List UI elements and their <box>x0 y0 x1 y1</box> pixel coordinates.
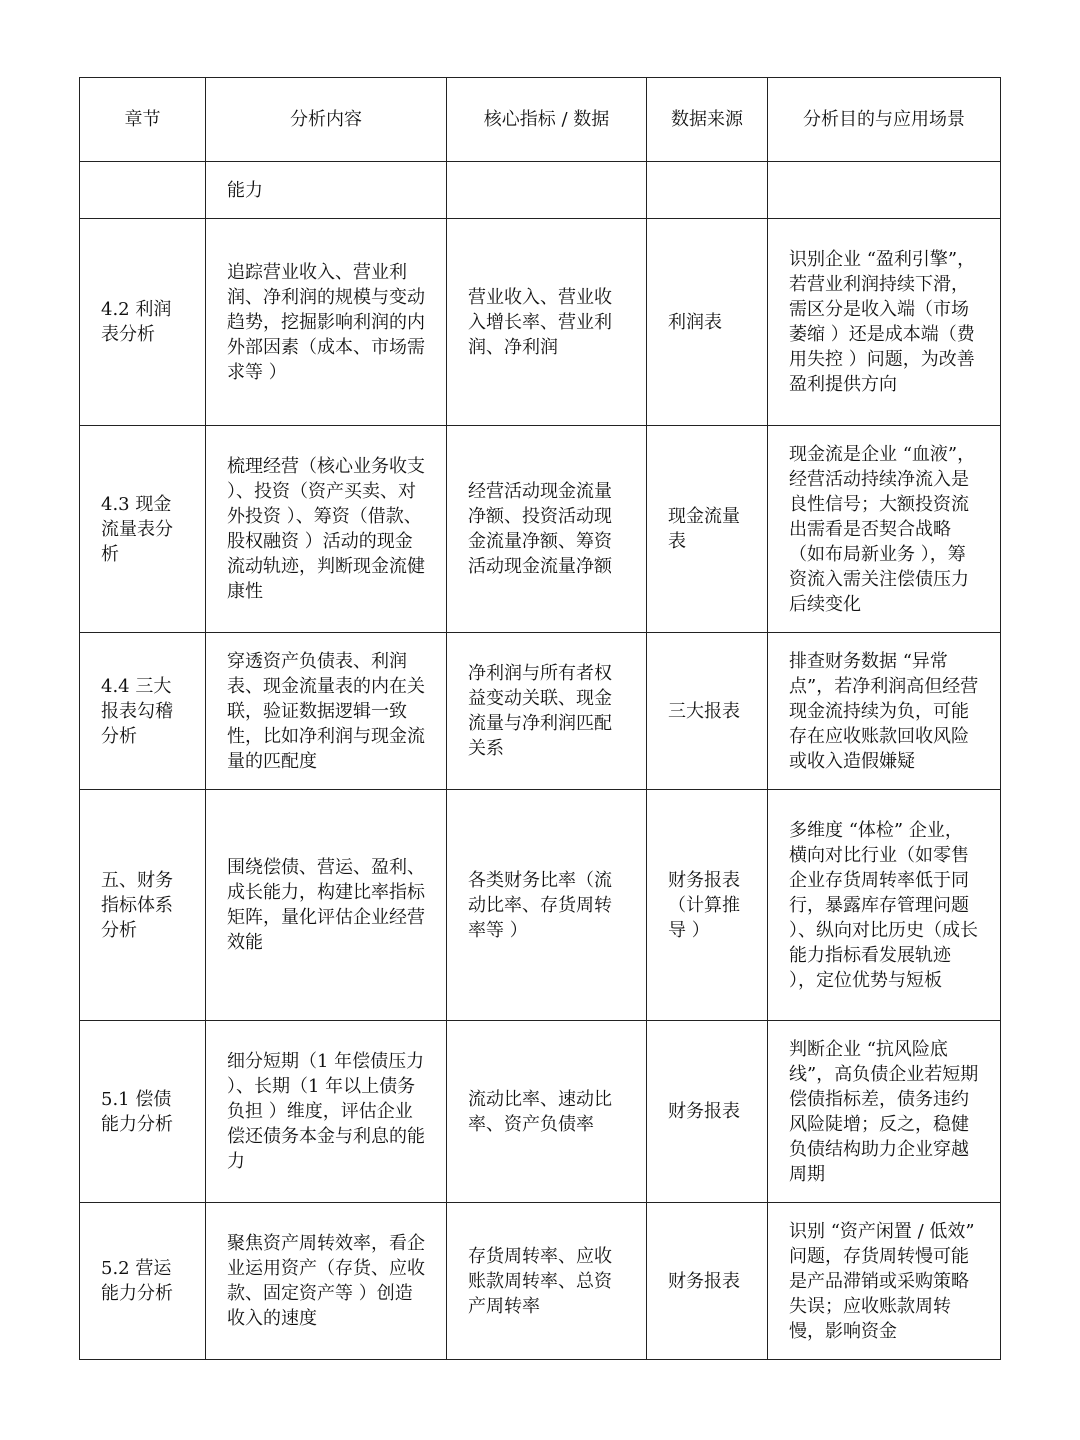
table-row <box>80 790 1001 1021</box>
table-row <box>80 1021 1001 1203</box>
cell-content: 细分短期（1 年偿债压力 ）、长期（1 年以上债务负担 ）维度，评估企业偿还债务本金与利息的能力 <box>206 1021 447 1203</box>
table-row <box>80 219 1001 426</box>
cell-content: 围绕偿债、营运、盈利、成长能力，构建比率指标矩阵，量化评估企业经营效能 <box>206 790 447 1021</box>
analysis-table <box>79 77 1001 1360</box>
cell-chapter: 五、财务指标体系分析 <box>80 790 206 1021</box>
cell-purpose <box>768 162 1001 219</box>
cell-purpose: 多维度 “体检” 企业，横向对比行业（如零售企业存货周转率低于同行，暴露库存管理问题 ）、纵向对比历史（成长能力指标看发展轨迹 ），定位优势与短板 <box>768 790 1001 1021</box>
table-row <box>80 633 1001 790</box>
cell-chapter: 4.3 现金流量表分析 <box>80 426 206 633</box>
cell-chapter <box>80 162 206 219</box>
cell-chapter: 4.4 三大报表勾稽分析 <box>80 633 206 790</box>
cell-metrics <box>447 162 647 219</box>
cell-metrics: 流动比率、速动比率、资产负债率 <box>447 1021 647 1203</box>
cell-source: 三大报表 <box>647 633 768 790</box>
table-row <box>80 162 1001 219</box>
cell-source: 现金流量表 <box>647 426 768 633</box>
cell-source: 财务报表 <box>647 1203 768 1360</box>
cell-chapter: 5.2 营运能力分析 <box>80 1203 206 1360</box>
cell-chapter: 5.1 偿债能力分析 <box>80 1021 206 1203</box>
cell-purpose: 判断企业 “抗风险底线”，高负债企业若短期偿债指标差，债务违约风险陡增；反之，稳健负债结构助力企业穿越周期 <box>768 1021 1001 1203</box>
header-content: 分析内容 <box>206 78 447 162</box>
table-row <box>80 426 1001 633</box>
cell-metrics: 营业收入、营业收入增长率、营业利润、净利润 <box>447 219 647 426</box>
cell-chapter: 4.2 利润表分析 <box>80 219 206 426</box>
cell-metrics: 净利润与所有者权益变动关联、现金流量与净利润匹配关系 <box>447 633 647 790</box>
cell-purpose: 现金流是企业 “血液”，经营活动持续净流入是良性信号；大额投资流出需看是否契合战略（如布局新业务 ），筹资流入需关注偿债压力后续变化 <box>768 426 1001 633</box>
cell-content: 梳理经营（核心业务收支 ）、投资（资产买卖、对外投资 ）、筹资（借款、股权融资 ）活动的现金流动轨迹，判断现金流健康性 <box>206 426 447 633</box>
cell-source: 财务报表（计算推导 ） <box>647 790 768 1021</box>
header-metrics: 核心指标 / 数据 <box>447 78 647 162</box>
table-row <box>80 1203 1001 1360</box>
cell-source: 利润表 <box>647 219 768 426</box>
header-purpose: 分析目的与应用场景 <box>768 78 1001 162</box>
cell-content: 追踪营业收入、营业利润、净利润的规模与变动趋势，挖掘影响利润的内外部因素（成本、市场需求等 ） <box>206 219 447 426</box>
cell-purpose: 识别企业 “盈利引擎”，若营业利润持续下滑，需区分是收入端（市场萎缩 ）还是成本端（费用失控 ）问题，为改善盈利提供方向 <box>768 219 1001 426</box>
cell-content: 能力 <box>206 162 447 219</box>
cell-metrics: 各类财务比率（流动比率、存货周转率等 ） <box>447 790 647 1021</box>
cell-metrics: 存货周转率、应收账款周转率、总资产周转率 <box>447 1203 647 1360</box>
cell-metrics: 经营活动现金流量净额、投资活动现金流量净额、筹资活动现金流量净额 <box>447 426 647 633</box>
table-header-row <box>80 78 1001 162</box>
header-source: 数据来源 <box>647 78 768 162</box>
cell-content: 聚焦资产周转效率，看企业运用资产（存货、应收款、固定资产等 ）创造收入的速度 <box>206 1203 447 1360</box>
cell-source: 财务报表 <box>647 1021 768 1203</box>
cell-source <box>647 162 768 219</box>
cell-purpose: 识别 “资产闲置 / 低效” 问题，存货周转慢可能是产品滞销或采购策略失误；应收账款周转慢，影响资金 <box>768 1203 1001 1360</box>
cell-purpose: 排查财务数据 “异常点”，若净利润高但经营现金流持续为负，可能存在应收账款回收风险或收入造假嫌疑 <box>768 633 1001 790</box>
header-chapter: 章节 <box>80 78 206 162</box>
cell-content: 穿透资产负债表、利润表、现金流量表的内在关联，验证数据逻辑一致性，比如净利润与现金流量的匹配度 <box>206 633 447 790</box>
